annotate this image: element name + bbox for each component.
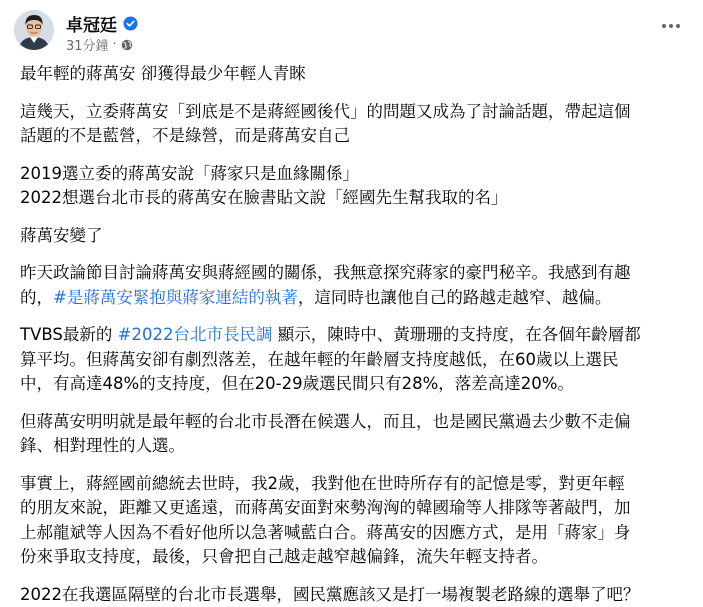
post-title: 最年輕的蔣萬安 卻獲得最少年輕人青睞	[20, 62, 692, 87]
post-meta	[66, 35, 133, 54]
verified-badge-icon	[123, 16, 138, 31]
paragraph-6: 但蔣萬安明明就是最年輕的台北市長潛在候選人，而且，也是國民黨過去少數不走偏 鋒、相對理性的人選。	[20, 410, 692, 459]
paragraph-5-text-b: 顯示，陳時中、黃珊珊的支持度，在各個年齡層都 算平均。但蔣萬安卻有劇烈落差，在越年輕的年齡層支持度越低，在60歲以上選民 中，有高達48%的支持度，但在20-29歲選民間只有28%，落差高達20%。	[20, 325, 641, 393]
paragraph-5-text-a: TVBS最新的	[20, 325, 118, 344]
hashtag-link-jiang-family[interactable]: #是蔣萬安緊抱與蔣家連結的執著	[53, 288, 298, 307]
post-timestamp[interactable]: 31分鐘	[66, 35, 109, 54]
avatar[interactable]	[14, 10, 54, 50]
paragraph-1: 這幾天，立委蔣萬安「到底是不是蔣經國後代」的問題又成為了討論話題，帶起這個 話題的不是藍營，不是綠營，而是蔣萬安自己	[20, 100, 692, 149]
avatar-photo	[14, 10, 54, 50]
author-name[interactable]: 卓冠廷	[66, 11, 117, 36]
meta-separator: ·	[113, 37, 117, 52]
paragraph-4	[20, 261, 692, 310]
paragraph-8: 2022在我選區隔壁的台北市長選舉，國民黨應該又是打一場複製老路線的選舉了吧？	[20, 583, 692, 607]
paragraph-3: 蔣萬安變了	[20, 224, 692, 249]
more-options-icon[interactable]	[657, 16, 685, 36]
globe-icon[interactable]	[121, 39, 133, 51]
hashtag-link-poll[interactable]: #2022台北市長民調	[118, 325, 273, 344]
paragraph-2: 2019選立委的蔣萬安說「蔣家只是血緣關係」 2022想選台北市長的蔣萬安在臉書貼文說「經國先生幫我取的名」	[20, 162, 692, 211]
paragraph-4-text-b: ，這同時也讓他自己的路越走越窄、越偏。	[298, 288, 612, 307]
post-body	[20, 62, 692, 607]
post-header	[14, 8, 691, 58]
paragraph-4-text-a: 昨天政論節目討論蔣萬安與蔣經國的關係，我無意探究蔣家的豪門秘辛。我感到有趣 的，	[20, 263, 631, 307]
author-row	[66, 11, 138, 36]
paragraph-5	[20, 323, 692, 397]
paragraph-7: 事實上，蔣經國前總統去世時，我2歲，我對他在世時所存有的記憶是零，對更年輕 的朋友來說，距離又更遙遠，而蔣萬安面對來勢洶洶的韓國瑜等人排隊等著敲門，加 上郝龍斌等人因為不看好他所以急著喊藍白合。蔣萬安的因應方式，是用「蔣家」身 份來爭取支持度，最後，只會把自己越走越窄越偏鋒，流失年輕支持者。	[20, 472, 692, 570]
